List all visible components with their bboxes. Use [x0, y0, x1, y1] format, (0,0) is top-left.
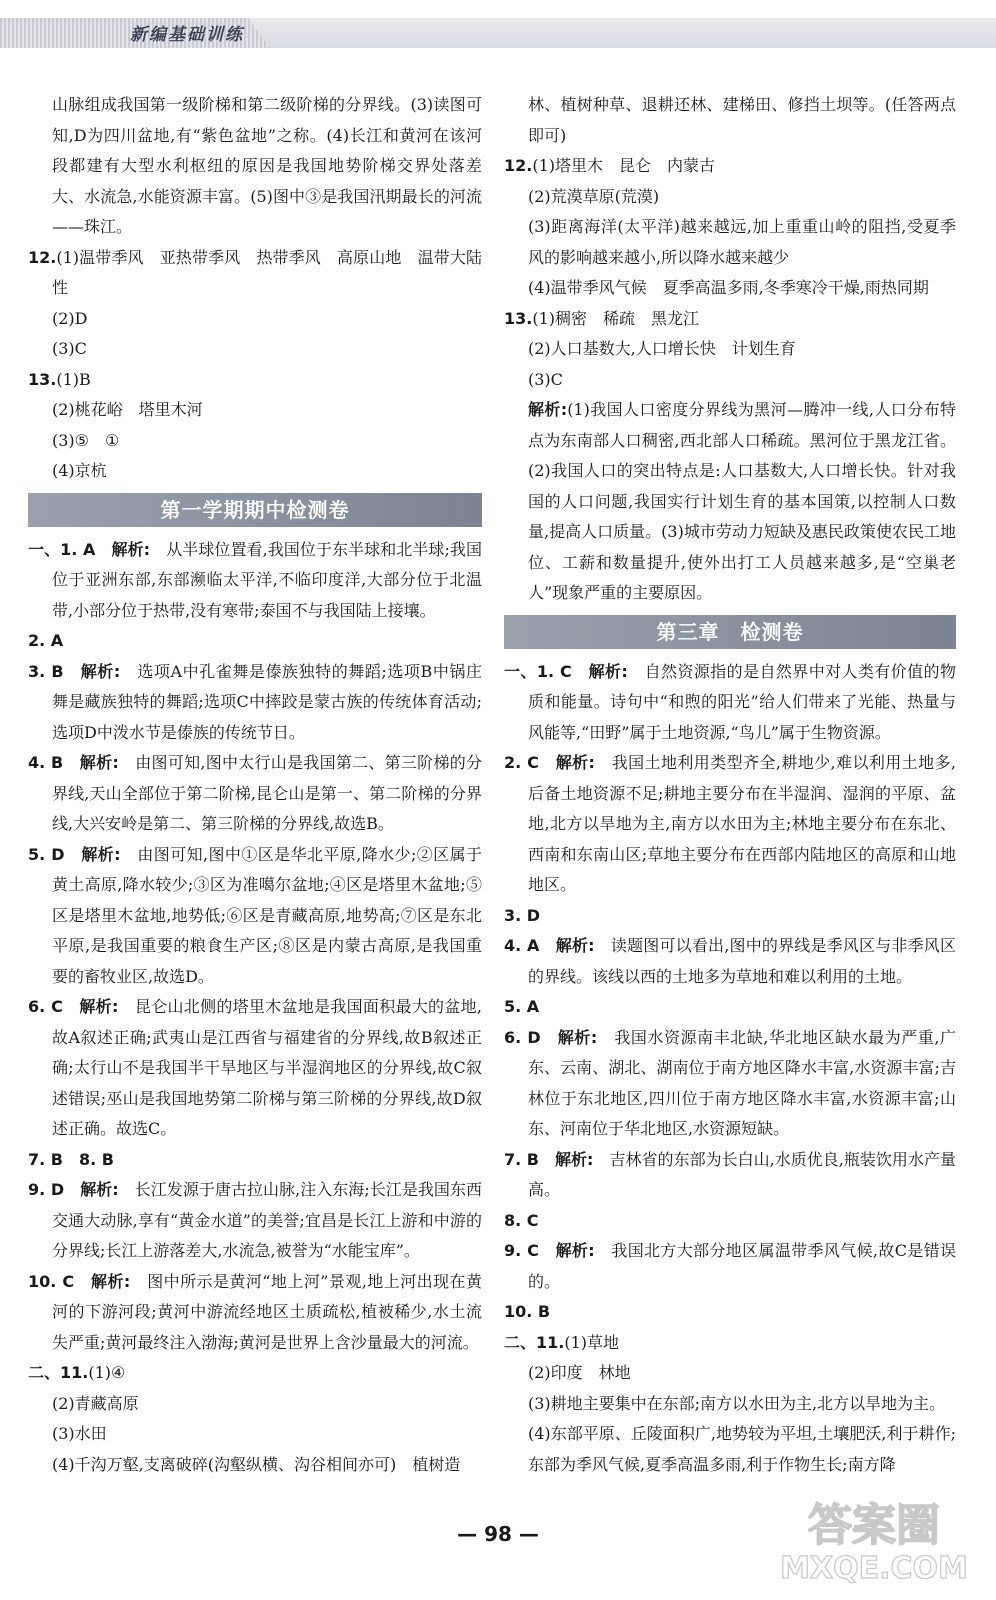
- analysis-label: 解析:: [81, 844, 121, 864]
- right-q13-line-2: (2)人口基数大,人口增长快 计划生育: [528, 339, 796, 358]
- answer-number: 3. D: [504, 905, 541, 925]
- left-q13-line-2: (2)桃花峪 塔里木河: [52, 400, 203, 419]
- left-q13-line-3: (3)⑤ ①: [52, 430, 120, 450]
- answer-item: [504, 657, 956, 749]
- analysis-label: 解析:: [557, 1027, 598, 1047]
- left-q12-line-2: (2)D: [52, 308, 88, 328]
- analysis-label: 解析:: [555, 936, 595, 955]
- answer-number: 6. D: [504, 1027, 541, 1047]
- right-q11: [504, 1328, 956, 1359]
- answer-item: [28, 657, 482, 749]
- right-q13-line-3: (3)C: [528, 369, 563, 389]
- answer-text: 我国北方大部分地区属温带季风气候,故C是错误的。: [528, 1241, 956, 1291]
- left-column: [28, 90, 482, 1480]
- right-column: [504, 90, 956, 1480]
- right-q11-line-1: (1)草地: [564, 1332, 620, 1352]
- answer-item: [28, 1267, 482, 1359]
- answer-number: 7. B: [504, 1149, 539, 1169]
- analysis-label: 解析:: [588, 661, 628, 681]
- left-q11-line-4: (4)千沟万壑,支离破碎(沟壑纵横、沟谷相间亦可) 植树造: [52, 1454, 461, 1474]
- answer-item: [504, 748, 956, 901]
- answer-number: 4. A: [504, 936, 540, 955]
- q-number: 二、11.: [28, 1363, 89, 1382]
- left-q11-line-2: (2)青藏高原: [52, 1393, 139, 1413]
- answer-number: 3. B: [28, 661, 64, 681]
- left-q11-line-1: (1)④: [88, 1363, 126, 1382]
- q12-line-1: (1)温带季风 亚热带季风 热带季风 高原山地 温带大陆性: [52, 247, 482, 297]
- answer-number: 9. D: [28, 1180, 65, 1199]
- q-number: 13.: [504, 308, 533, 328]
- q-number: 12.: [28, 247, 57, 267]
- answer-text: 读题图可以看出,图中的界线是季风区与非季风区的界线。该线以西的土地多为草地和难以利用的土地。: [528, 936, 956, 986]
- answer-number: 5. D: [28, 844, 65, 864]
- left-q13-line-4: (4)京杭: [52, 461, 107, 480]
- answer-text: 由图可知,图中①区是华北平原,降水少;②区属于黄土高原,降水较少;③区为准噶尔盆地;④区是塔里木盆地;⑤区是塔里木盆地,地势低;⑥区是青藏高原,地势高;⑦区是东北平原,是我国重要的粮食生产区;⑧区是内蒙古高原,是我国重要的畜牧业区,故选D。: [52, 844, 482, 986]
- right-q12-line-2: (2)荒漠草原(荒漠): [528, 186, 660, 206]
- answer-item: [28, 1145, 482, 1176]
- right-q13-line-1: (1)稠密 稀疏 黑龙江: [532, 308, 700, 328]
- answer-number: 10. B: [504, 1302, 551, 1321]
- answer-text: 由图可知,图中太行山是我国第二、第三阶梯的分界线,天山全部位于第二阶梯,昆仑山是第一、第二阶梯的分界线,大兴安岭是第二、第三阶梯的分界线,故选B。: [52, 753, 482, 833]
- answer-item: [504, 1023, 956, 1145]
- right-q13-analysis: [504, 395, 956, 609]
- svg-text:答案圈: 答案圈: [808, 1500, 940, 1551]
- answer-number: 2. C: [504, 753, 539, 772]
- left-q12-line-3: (3)C: [52, 339, 87, 358]
- answer-text: 从半球位置看,我国位于东半球和北半球;我国位于亚洲东部,东部濒临太平洋,不临印度洋,大部分位于北温带,小部分位于热带,没有寒带;泰国不与我国陆上接壤。: [52, 539, 482, 620]
- page-number: — 98 —: [457, 1522, 539, 1546]
- analysis-label: 解析:: [80, 661, 121, 681]
- right-q12-line-3: (3)距离海洋(太平洋)越来越远,加上重重山岭的阻挡,受夏季风的影响越来越小,所以降水越来越少: [528, 217, 956, 267]
- watermark-logo: [774, 1488, 974, 1588]
- right-intro: 林、植树种草、退耕还林、建梯田、修挡土坝等。(任答两点即可): [528, 95, 956, 145]
- answer-number: 2. A: [28, 631, 64, 650]
- answer-text: 图中所示是黄河“地上河”景观,地上河出现在黄河的下游河段;黄河中游流经地区土质疏松,植被稀少,水土流失严重;黄河最终注入渤海;黄河是世界上含沙量最大的河流。: [52, 1271, 482, 1352]
- left-q13: [28, 365, 482, 396]
- answer-number: 6. C: [28, 997, 63, 1016]
- left-q12: [28, 243, 482, 304]
- answer-number: 7. B 8. B: [28, 1149, 114, 1169]
- svg-text:MXQE.COM: MXQE.COM: [780, 1551, 968, 1586]
- answer-number: 10. C: [28, 1271, 75, 1291]
- answer-item: [504, 1236, 956, 1297]
- answer-text: 选项A中孔雀舞是傣族独特的舞蹈;选项B中锅庄舞是藏族独特的舞蹈;选项C中摔跤是蒙古族的传统体育活动;选项D中泼水节是傣族的传统节日。: [52, 661, 482, 742]
- header-title: 新编基础训练: [130, 25, 244, 45]
- section-title-midterm: 第一学期期中检测卷: [28, 493, 482, 527]
- analysis-label: 解析:: [555, 1241, 595, 1260]
- right-q11-line-4: (4)东部平原、丘陵面积广,地势较为平坦,土壤肥沃,利于耕作;东部为季风气候,夏季高温多雨,利于作物生长;南方降: [528, 1424, 956, 1474]
- answer-item: [28, 535, 482, 627]
- right-q13: [504, 304, 956, 335]
- right-q12-line-4: (4)温带季风气候 夏季高温多雨,冬季寒冷干燥,雨热同期: [528, 278, 929, 297]
- section-title-chapter3: 第三章 检测卷: [504, 615, 956, 649]
- answer-item: [504, 1206, 956, 1237]
- answer-text: 昆仑山北侧的塔里木盆地是我国面积最大的盆地,故A叙述正确;武夷山是江西省与福建省的分界线,故B叙述正确;太行山不是我国半干旱地区与半湿润地区的分界线,故C叙述错误;巫山是我国地势第二阶梯与第三阶梯的分界线,故D叙述正确。故选C。: [52, 997, 482, 1138]
- left-intro: 山脉组成我国第一级阶梯和第二级阶梯的分界线。(3)读图可知,D为四川盆地,有“紫色盆地”之称。(4)长江和黄河在该河段都建有大型水利枢纽的原因是我国地势阶梯交界处落差大、水流急,水能资源丰富。(5)图中③是我国汛期最长的河流——珠江。: [52, 95, 482, 236]
- answer-text: 吉林省的东部为长白山,水质优良,瓶装饮用水产量高。: [528, 1149, 956, 1199]
- answer-item: [504, 1145, 956, 1206]
- right-q11-line-3: (3)耕地主要集中在东部;南方以水田为主,北方以旱地为主。: [528, 1393, 946, 1413]
- analysis-text: (1)我国人口密度分界线为黑河—腾冲一线,人口分布特点为东南部人口稠密,西北部人口稀疏。黑河位于黑龙江省。(2)我国人口的突出特点是:人口基数大,人口增长快。针对我国的人口问题,我国实行计划生育的基本国策,以控制人口数量,提高人口质量。(3)城市劳动力短缺及惠民政策使农民工地位、工薪和数量提升,使外出打工人员越来越多,是“空巢老人”现象严重的主要原因。: [528, 400, 956, 602]
- answer-text: 长江发源于唐古拉山脉,注入东海;长江是我国东西交通大动脉,享有“黄金水道”的美誉;宜昌是长江上游和中游的分界线;长江上游落差大,水流急,被誉为“水能宝库”。: [52, 1180, 482, 1260]
- answer-number: 一、1. C: [504, 661, 572, 681]
- right-answer-list: [504, 657, 956, 1328]
- analysis-label: 解析:: [111, 539, 151, 559]
- answer-text: 我国水资源南丰北缺,华北地区缺水最为严重,广东、云南、湖北、湖南位于南方地区降水丰富,水资源丰富;吉林位于东北地区,四川位于南方地区降水丰富,水资源丰富;山东、河南位于华北地区,水资源短缺。: [528, 1027, 956, 1138]
- analysis-label: 解析:: [528, 400, 568, 419]
- q-number: 12.: [504, 156, 533, 175]
- right-q12-line-1: (1)塔里木 昆仑 内蒙古: [532, 156, 716, 175]
- analysis-label: 解析:: [79, 997, 119, 1016]
- answer-item: [504, 992, 956, 1023]
- answer-item: [504, 901, 956, 932]
- answer-item: [28, 626, 482, 657]
- analysis-label: 解析:: [79, 753, 119, 772]
- left-q11: [28, 1358, 482, 1389]
- right-q11-line-2: (2)印度 林地: [528, 1363, 631, 1382]
- analysis-label: 解析:: [91, 1271, 131, 1291]
- analysis-label: 解析:: [80, 1180, 119, 1199]
- answer-item: [504, 1297, 956, 1328]
- answer-number: 一、1. A: [28, 539, 96, 559]
- answer-item: [28, 748, 482, 840]
- answer-text: 自然资源指的是自然界中对人类有价值的物质和能量。诗句中“和煦的阳光”给人们带来了光能、热量与风能等,“田野”属于土地资源,“鸟儿”属于生物资源。: [528, 661, 956, 742]
- right-q12: [504, 151, 956, 182]
- answer-number: 9. C: [504, 1241, 539, 1260]
- q-number: 13.: [28, 369, 57, 389]
- answer-item: [28, 992, 482, 1145]
- analysis-label: 解析:: [555, 1149, 594, 1169]
- left-answer-list: [28, 535, 482, 1359]
- q13-line-1: (1)B: [56, 369, 91, 389]
- answer-number: 8. C: [504, 1210, 539, 1230]
- analysis-label: 解析:: [555, 753, 595, 772]
- answer-item: [28, 840, 482, 993]
- left-q11-line-3: (3)水田: [52, 1424, 107, 1443]
- q-number: 二、11.: [504, 1332, 565, 1352]
- answer-number: 4. B: [28, 753, 64, 772]
- answer-item: [504, 931, 956, 992]
- page-header: [0, 0, 996, 80]
- answer-item: [28, 1175, 482, 1267]
- answer-number: 5. A: [504, 997, 540, 1016]
- answer-text: 我国土地利用类型齐全,耕地少,难以利用土地多,后备土地资源不足;耕地主要分布在半湿润、湿润的平原、盆地,北方以旱地为主,南方以水田为主;林地主要分布在东北、西南和东南山区;草地主要分布在西部内陆地区的高原和山地地区。: [528, 753, 956, 894]
